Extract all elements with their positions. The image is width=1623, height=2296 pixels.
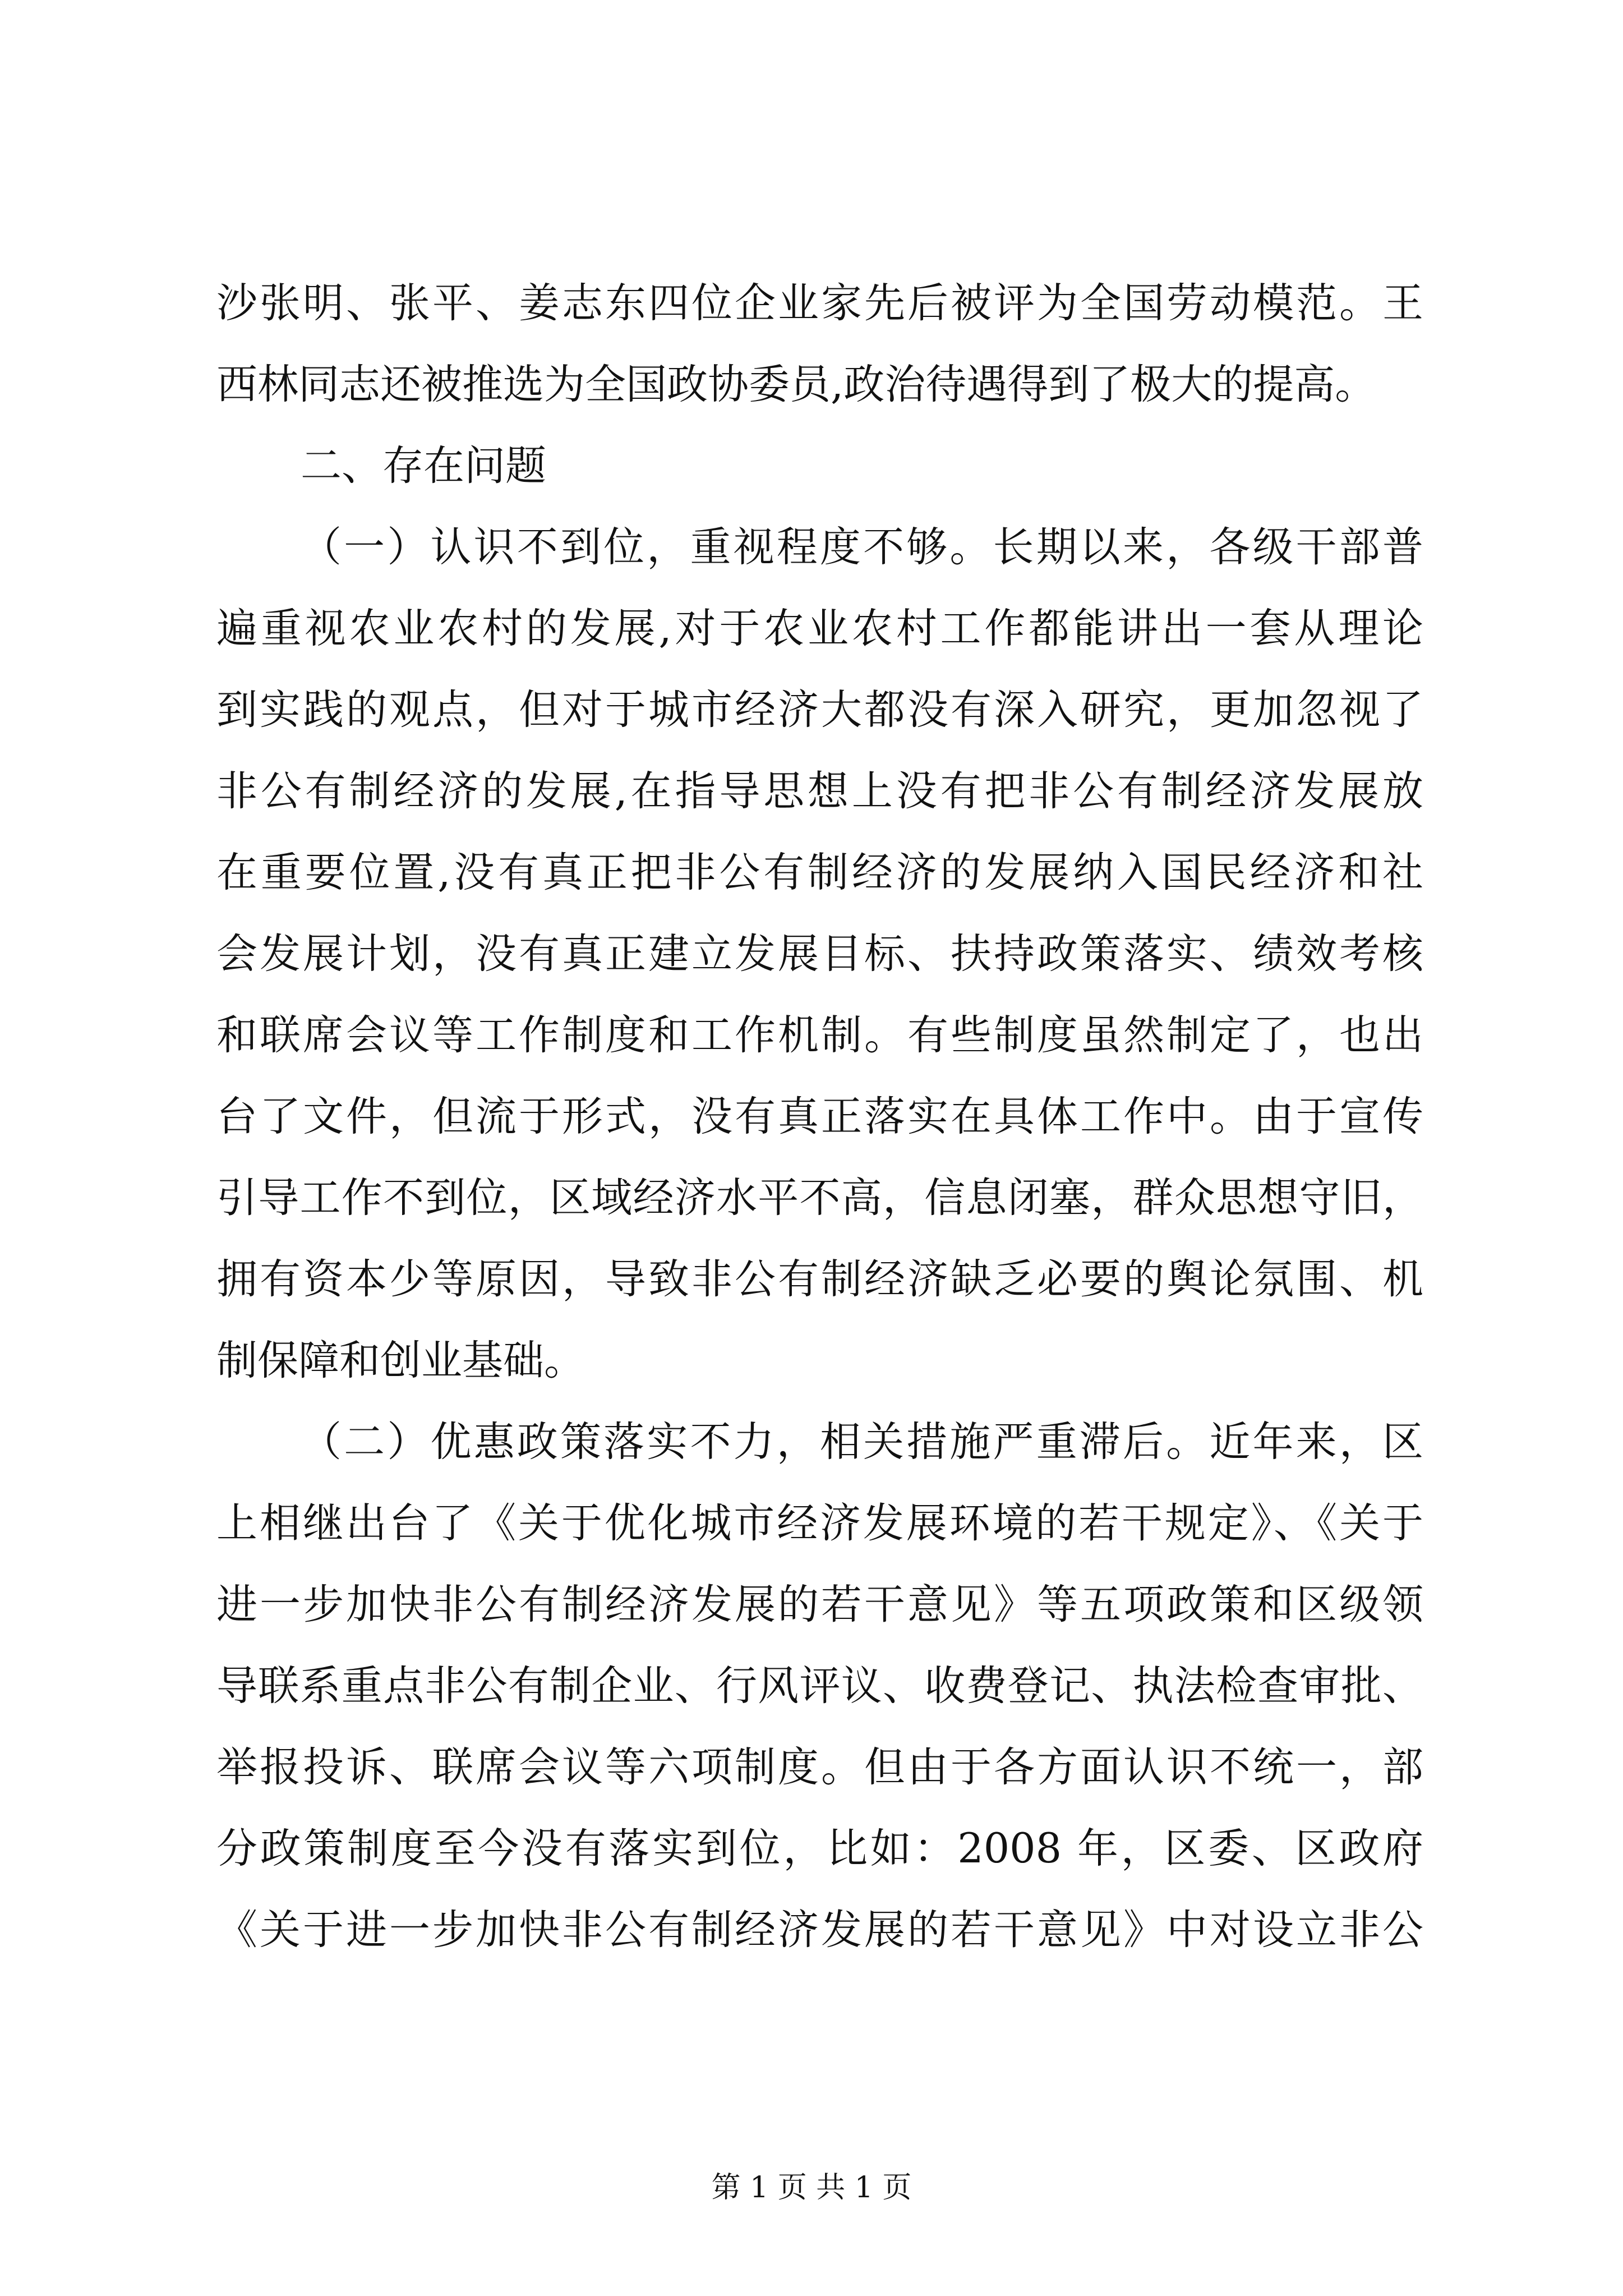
text-line: 在重要位置,没有真正把非公有制经济的发展纳入国民经济和社 (216, 849, 1423, 896)
text-line: 引导工作不到位，区域经济水平不高，信息闭塞，群众思想守旧， (216, 1174, 1423, 1222)
text-line: 到实践的观点，但对于城市经济大都没有深入研究，更加忽视了 (216, 686, 1423, 734)
text-line: 沙张明、张平、姜志东四位企业家先后被评为全国劳动模范。王 (216, 279, 1423, 327)
text-line: 遍重视农业农村的发展,对于农业农村工作都能讲出一套从理论 (216, 605, 1423, 652)
text-line: （二）优惠政策落实不力，相关措施严重滞后。近年来，区 (301, 1418, 1423, 1466)
text-line: 制保障和创业基础。 (216, 1337, 585, 1384)
text-line: 上相继出台了《关于优化城市经济发展环境的若干规定》、《关于 (216, 1499, 1423, 1547)
page-footer (0, 2171, 1623, 2205)
page-number-label: 第 1 页 共 1 页 (711, 2171, 912, 2205)
text-line: 西林同志还被推选为全国政协委员,政治待遇得到了极大的提高。 (216, 361, 1376, 408)
text-line: （一）认识不到位，重视程度不够。长期以来，各级干部普 (301, 523, 1423, 571)
text-line: 举报投诉、联席会议等六项制度。但由于各方面认识不统一，部 (216, 1743, 1423, 1791)
text-line: 《关于进一步加快非公有制经济发展的若干意见》中对设立非公 (216, 1906, 1423, 1954)
text-line: 分政策制度至今没有落实到位，比如：2008 年，区委、区政府 (216, 1825, 1423, 1872)
text-line: 非公有制经济的发展,在指导思想上没有把非公有制经济发展放 (216, 767, 1423, 815)
section-heading: 二、存在问题 (301, 442, 546, 490)
text-line: 拥有资本少等原因，导致非公有制经济缺乏必要的舆论氛围、机 (216, 1255, 1423, 1303)
text-line: 导联系重点非公有制企业、行风评议、收费登记、执法检查审批、 (216, 1662, 1423, 1710)
text-line: 台了文件，但流于形式，没有真正落实在具体工作中。由于宣传 (216, 1093, 1423, 1140)
text-line: 会发展计划，没有真正建立发展目标、扶持政策落实、绩效考核 (216, 930, 1423, 978)
document-body (216, 263, 1423, 1971)
text-line: 进一步加快非公有制经济发展的若干意见》等五项政策和区级领 (216, 1581, 1423, 1628)
text-line: 和联席会议等工作制度和工作机制。有些制度虽然制定了，也出 (216, 1011, 1423, 1059)
